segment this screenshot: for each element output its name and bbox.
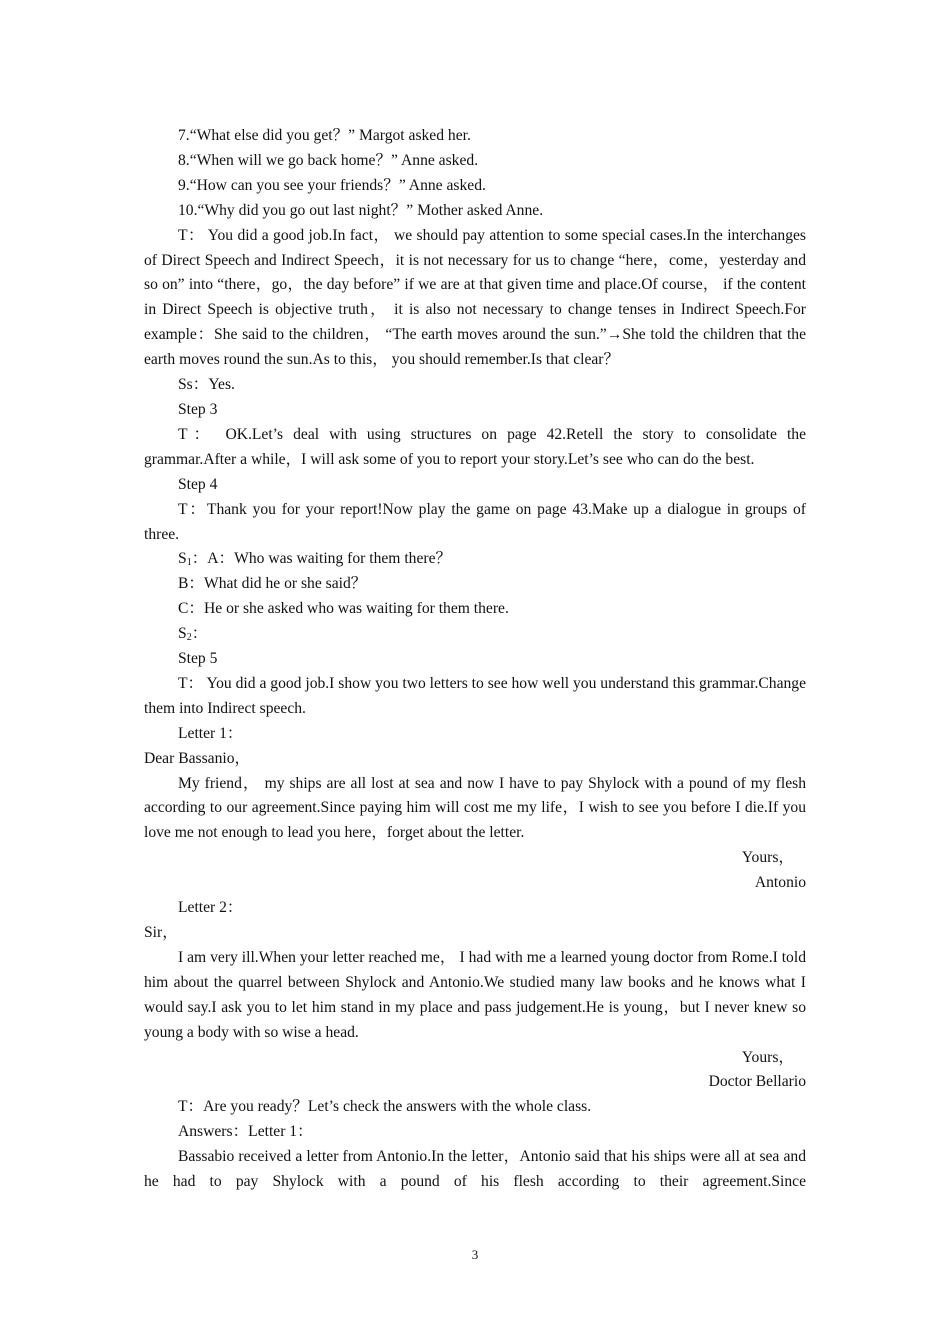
letter-2-body: I am very ill.When your letter reached me， I had with me a learned young doctor from Rome.I told him about the quarrel between Shylock and Antonio.We studied many law books and he knows what I would say.I ask you to let him stand in my place and pass judgement.He is young，but I never knew so young a body with so wise a head. (144, 948, 806, 1041)
dialogue-c: C：He or she asked who was waiting for them there. (178, 600, 509, 618)
letter-2-label: Letter 2： (178, 899, 243, 917)
dialogue-s2: $S_2$： (178, 625, 208, 644)
step-3-text: T： OK.Let’s deal with using structures on page 42.Retell the story to consolidate the grammar.After a while，I will ask some of you to report your story.Let’s see who can do the best. (144, 425, 806, 468)
letter-1-label: Letter 1： (178, 724, 243, 742)
page-number: 3 (471, 1247, 479, 1262)
letter-1-signature: Antonio (754, 874, 806, 892)
dialogue-s1: $S_1$：A：Who was waiting for them there？ (178, 550, 452, 569)
step-3-label: Step 3 (178, 400, 218, 418)
question-10: 10.“Why did you go out last night？” Mother asked Anne. (178, 201, 544, 219)
letter-1-body: My friend， my ships are all lost at sea and now I have to pay Shylock with a pound of my flesh according to our agreement.Since paying him will cost me my life，I wish to see you before I die.If you love me not enough to lead you here，forget about the letter. (144, 774, 806, 842)
teacher-special-cases: T： You did a good job.In fact， we should pay attention to some special cases.In the interchanges of Direct Speech and Indirect Speech，it is not necessary for us to change “here，come，yesterday and so on” into “there，go，the day before” if we are at that given time and place.Of course， if the content in Direct Speech is objective truth， it is also not necessary to change tenses in Indirect Speech.For example：She said to the children， “The earth moves around the sun.”→She told the children that the earth moves round the sun.As to this， you should remember.Is that clear？ (144, 226, 806, 369)
students-reply: Ss：Yes. (178, 376, 235, 394)
teacher-ready: T：Are you ready？Let’s check the answers with the whole class. (178, 1098, 592, 1116)
question-8: 8.“When will we go back home？” Anne asked. (178, 151, 479, 169)
step-4-text: T：Thank you for your report!Now play the game on page 43.Make up a dialogue in groups of three. (144, 500, 806, 543)
question-9: 9.“How can you see your friends？” Anne asked. (178, 176, 486, 194)
dialogue-b: B：What did he or she said？ (178, 575, 367, 593)
question-7: 7.“What else did you get？” Margot asked her. (178, 127, 471, 144)
step-4-label: Step 4 (178, 475, 218, 493)
letter-1-salutation: Dear Bassanio， (144, 749, 251, 767)
letter-2-signature: Doctor Bellario (708, 1073, 806, 1091)
answers-label: Answers：Letter 1： (178, 1123, 313, 1141)
step-5-text: T： You did a good job.I show you two letters to see how well you understand this grammar.Change them into Indirect speech. (144, 674, 807, 717)
letter-2-salutation: Sir， (144, 924, 178, 941)
letter-2-closing: Yours， (741, 1048, 794, 1066)
document-body (144, 124, 806, 1195)
letter-1-closing: Yours， (741, 849, 794, 867)
step-5-label: Step 5 (178, 650, 218, 668)
answer-1-text: Bassabio received a letter from Antonio.In the letter，Antonio said that his ships were all at sea and he had to pay Shylock with a pound of his flesh according to their agreement.Since (144, 1148, 806, 1191)
